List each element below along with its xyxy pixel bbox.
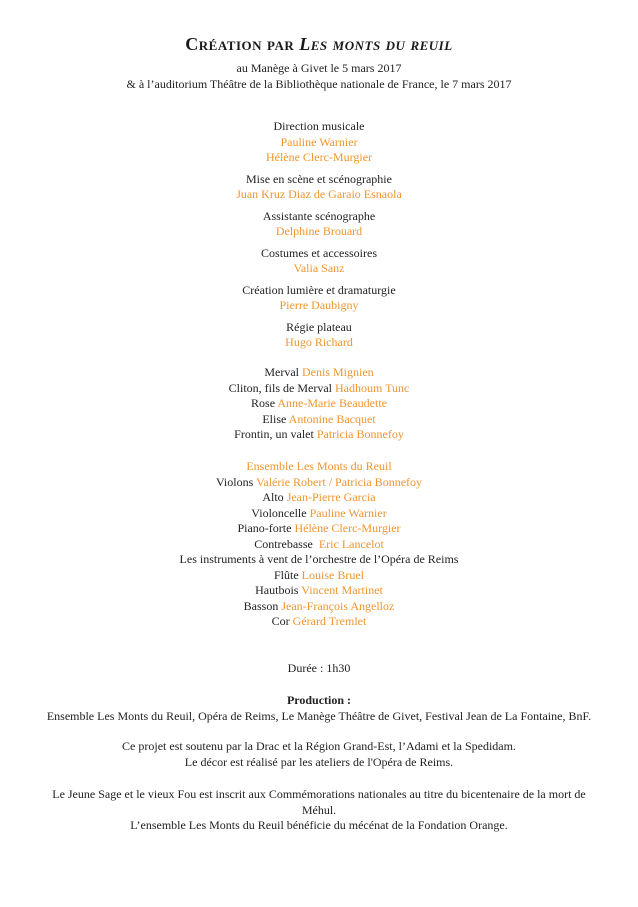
- performer-name: Hadhoum Tunc: [334, 380, 410, 395]
- crew-block: [0, 320, 638, 351]
- performer-name: Valérie Robert / Patricia Bonnefoy: [256, 474, 423, 489]
- performer-name: Pauline Warnier: [309, 505, 387, 520]
- role-label: Hautbois: [255, 583, 299, 597]
- crew-name: Hugo Richard: [285, 335, 353, 349]
- crew-name: Pauline Warnier: [280, 134, 358, 149]
- wind-member: [0, 583, 638, 599]
- cast-item: [0, 365, 638, 381]
- role-label: Flûte: [274, 567, 299, 582]
- winds-heading: Les instruments à vent de l’orchestre de l’Opéra de Reims: [179, 552, 459, 566]
- role-label: Violoncelle: [251, 505, 307, 520]
- ensemble-member: [0, 490, 638, 506]
- performer-name: Vincent Martinet: [301, 583, 383, 597]
- duration: Durée : 1h30: [287, 661, 351, 675]
- wind-member: [0, 568, 638, 584]
- venue-givet: au Manège à Givet le 5 mars 2017: [236, 61, 402, 75]
- role-label: Cor: [271, 614, 290, 628]
- role-label: Violons: [215, 474, 254, 489]
- ensemble-list: [0, 459, 638, 630]
- crew-name: Juan Kruz Diaz de Garaio Esnaola: [236, 187, 402, 201]
- ensemble-name: Ensemble Les Monts du Reuil: [246, 459, 392, 473]
- ensemble-member: [0, 506, 638, 522]
- wind-member: [0, 599, 638, 615]
- crew-role: Costumes et accessoires: [261, 245, 377, 260]
- performer-name: Denis Mignien: [301, 365, 374, 379]
- crew-name: Pierre Daubigny: [279, 298, 359, 312]
- crew-block: [0, 246, 638, 277]
- performer-name: Antonine Bacquet: [288, 411, 376, 426]
- crew-list: [0, 119, 638, 357]
- crew-role: Régie plateau: [286, 319, 352, 334]
- performer-name: Hélène Clerc-Murgier: [294, 521, 401, 535]
- cast-item: [0, 412, 638, 428]
- production-heading: Production :: [286, 693, 352, 707]
- cast-list: [0, 365, 638, 443]
- crew-block: [0, 209, 638, 240]
- cast-item: [0, 381, 638, 397]
- support-text: Ce projet est soutenu par la Drac et la Région Grand-Est, l’Adami et la Spedidam.: [122, 739, 516, 753]
- performer-name: Louise Bruel: [301, 567, 364, 582]
- ensemble-member: [0, 537, 638, 553]
- venues: [0, 61, 638, 92]
- commemoration-section: [0, 787, 638, 834]
- commemoration-text: Le Jeune Sage et le vieux Fou est inscrit aux Commémorations nationales au titre du bicentenaire de la mort de Méhul.: [52, 787, 586, 817]
- performer-name: Jean-François Angelloz: [281, 598, 395, 613]
- crew-name: Hélène Clerc-Murgier: [265, 150, 373, 164]
- performer-name: Patricia Bonnefoy: [316, 427, 404, 441]
- cast-item: [0, 396, 638, 412]
- page-title: [0, 34, 638, 55]
- role-label: Merval: [264, 365, 299, 379]
- patronage-text: L’ensemble Les Monts du Reuil bénéficie du mécénat de la Fondation Orange.: [130, 818, 508, 832]
- support-section: [0, 739, 638, 770]
- role-label: Rose: [251, 396, 276, 410]
- performer-name: Jean-Pierre Garcia: [286, 490, 376, 504]
- ensemble-member: [0, 521, 638, 537]
- role-label: Frontin, un valet: [234, 427, 314, 441]
- cast-item: [0, 427, 638, 443]
- role-label: Cliton, fils de Merval: [228, 380, 332, 395]
- crew-role: Mise en scène et scénographie: [246, 171, 392, 186]
- decor-text: Le décor est réalisé par les ateliers de l'Opéra de Reims.: [184, 754, 454, 769]
- crew-role: Direction musicale: [273, 119, 365, 133]
- performer-name: Eric Lancelot: [318, 536, 384, 551]
- crew-role: Assistante scénographe: [262, 208, 376, 223]
- ensemble-member: [0, 475, 638, 491]
- production-partners: Ensemble Les Monts du Reuil, Opéra de Reims, Le Manège Théâtre de Givet, Festival Jean de La Fontaine, BnF.: [46, 708, 592, 723]
- role-label: Alto: [262, 490, 284, 504]
- title-prefix: Création par: [185, 34, 295, 54]
- role-label: Basson: [243, 598, 279, 613]
- performer-name: Gérard Tremlet: [292, 614, 367, 628]
- role-label: Contrebasse: [254, 536, 316, 551]
- role-label: Piano-forte: [237, 521, 292, 535]
- wind-member: [0, 614, 638, 630]
- crew-name: Valia Sanz: [293, 261, 345, 275]
- crew-name: Delphine Brouard: [275, 224, 363, 238]
- crew-block: [0, 172, 638, 203]
- venue-bnf: & à l’auditorium Théâtre de la Bibliothèque nationale de France, le 7 mars 2017: [126, 76, 512, 91]
- production-section: [0, 693, 638, 724]
- crew-block: [0, 283, 638, 314]
- crew-role: Création lumière et dramaturgie: [242, 282, 396, 297]
- role-label: Elise: [262, 411, 287, 426]
- crew-block: [0, 119, 638, 166]
- title-company: Les monts du reuil: [299, 34, 453, 54]
- performer-name: Anne-Marie Beaudette: [277, 396, 387, 410]
